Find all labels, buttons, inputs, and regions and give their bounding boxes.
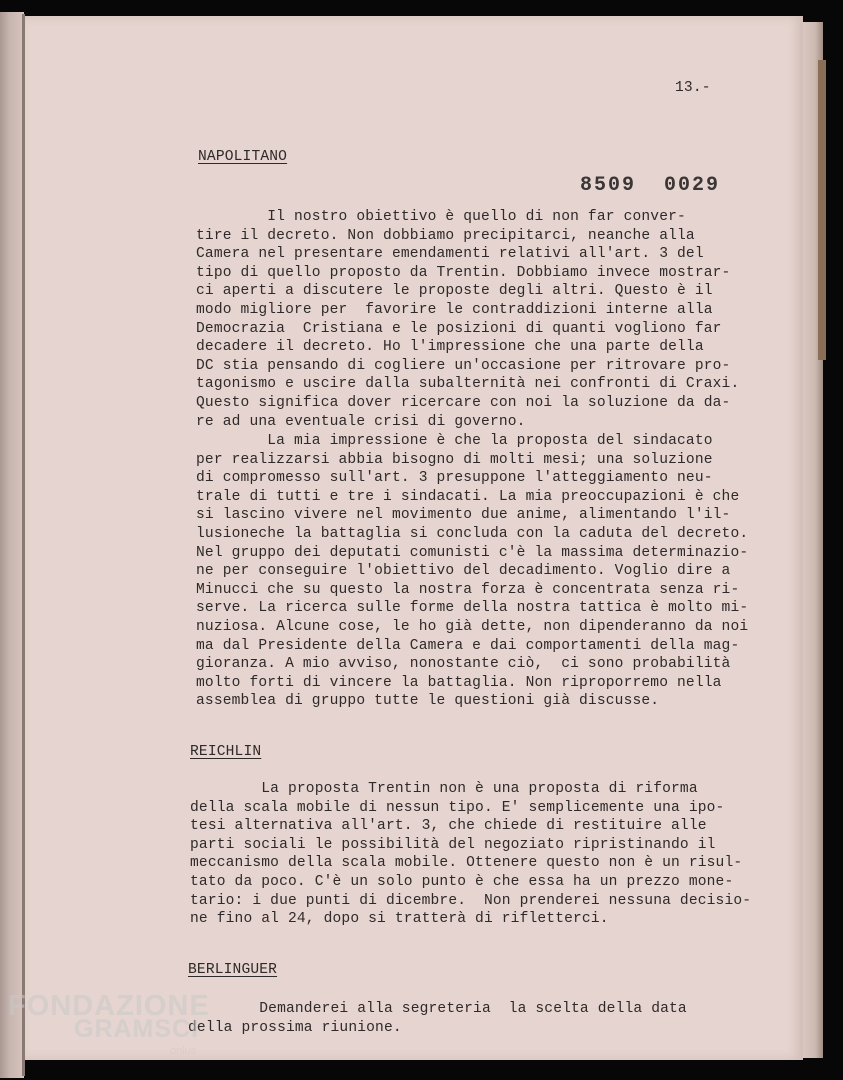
text-line: assemblea di gruppo tutte le questioni già discusse. (196, 693, 660, 710)
text-line: tario: i due punti di dicembre. Non prenderei nessuna decisio- (190, 892, 752, 909)
text-line: re ad una eventuale crisi di governo. (196, 413, 526, 430)
text-line: lusioneche la battaglia si concluda con la caduta del decreto. (196, 525, 749, 542)
text-line: ma dal Presidente della Camera e dai comportamenti della mag- (196, 637, 740, 654)
text-line: della scala mobile di nessun tipo. E' semplicemente una ipo- (190, 799, 725, 816)
text-line: parti sociali le possibilità del negoziato ripristinando il (190, 836, 716, 853)
text-line: meccanismo della scala mobile. Ottenere questo non è un risul- (190, 855, 743, 872)
speaker-heading-napolitano: NAPOLITANO (198, 149, 288, 165)
text-line: serve. La ricerca sulle forme della nostra tattica è molto mi- (196, 600, 749, 617)
text-line: La proposta Trentin non è una proposta di riforma (190, 781, 698, 797)
text-line: Minucci che su questo la nostra forza è concentrata senza ri- (196, 581, 740, 598)
text-line: nuziosa. Alcune cose, le ho già dette, non dipenderanno da noi (196, 618, 749, 635)
text-line: per realizzarsi abbia bisogno di molti mesi; una soluzione (196, 451, 713, 468)
text-line: tato da poco. C'è un solo punto è che essa ha un prezzo mone- (190, 873, 734, 890)
text-line: di compromesso sull'art. 3 presuppone l'atteggiamento neu- (196, 470, 713, 487)
text-line: trale di tutti e tre i sindacati. La mia preoccupazioni è che (196, 488, 740, 505)
text-line: Demanderei alla segreteria la scelta della data (188, 1001, 687, 1017)
text-line: gioranza. A mio avviso, nonostante ciò, ci sono probabilità (196, 656, 731, 673)
speaker-heading-berlinguer: BERLINGUER (188, 962, 278, 978)
text-line: Il nostro obiettivo è quello di non far conver- (196, 209, 686, 225)
text-line: si lascino vivere nel movimento due anime, alimentando l'il- (196, 507, 731, 524)
paragraph (196, 432, 796, 711)
previous-page-edge (0, 12, 24, 1078)
text-line: tipo di quello proposto da Trentin. Dobbiamo invece mostrar- (196, 264, 731, 281)
text-line: Nel gruppo dei deputati comunisti c'è la massima determinazio- (196, 544, 749, 561)
text-line: Democrazia Cristiana e le posizioni di quanti vogliono far (196, 320, 722, 337)
archive-code-stamp: 8509 0029 (580, 174, 721, 197)
text-line: decadere il decreto. Ho l'impressione che una parte della (196, 339, 704, 356)
gramsci-watermark: GRAMSCI (74, 1015, 200, 1043)
fondazione-watermark: FONDAZIONE (8, 990, 210, 1022)
text-line: DC stia pensando di cogliere un'occasione per ritrovare pro- (196, 357, 731, 374)
binding-strip (818, 60, 826, 360)
text-line: modo migliore per favorire le contraddizioni interne alla (196, 301, 713, 318)
text-line: della prossima riunione. (188, 1019, 402, 1036)
text-line: ne per conseguire l'obiettivo del decadimento. Voglio dire a (196, 563, 731, 580)
page-number: 13.- (675, 80, 711, 96)
text-line: ne fino al 24, dopo si tratterà di rifletterci. (190, 911, 609, 928)
paragraph (188, 1000, 788, 1037)
paragraph (196, 208, 796, 431)
onlus-watermark: onlus (170, 1045, 197, 1057)
speaker-heading-reichlin: REICHLIN (190, 744, 262, 760)
text-line: Questo significa dover ricercare con noi la soluzione da da- (196, 394, 731, 411)
text-line: Camera nel presentare emendamenti relativi all'art. 3 del (196, 246, 704, 263)
text-line: tagonismo e uscire dalla subalternità nei confronti di Craxi. (196, 376, 740, 393)
text-line: La mia impressione è che la proposta del sindacato (196, 433, 713, 449)
paragraph (190, 780, 790, 929)
text-line: ci aperti a discutere le proposte degli altri. Questo è il (196, 283, 713, 300)
text-line: tesi alternativa all'art. 3, che chiede di restituire alle (190, 818, 707, 835)
text-line: tire il decreto. Non dobbiamo precipitarci, neanche alla (196, 227, 695, 244)
text-line: molto forti di vincere la battaglia. Non riproporremo nella (196, 674, 722, 691)
